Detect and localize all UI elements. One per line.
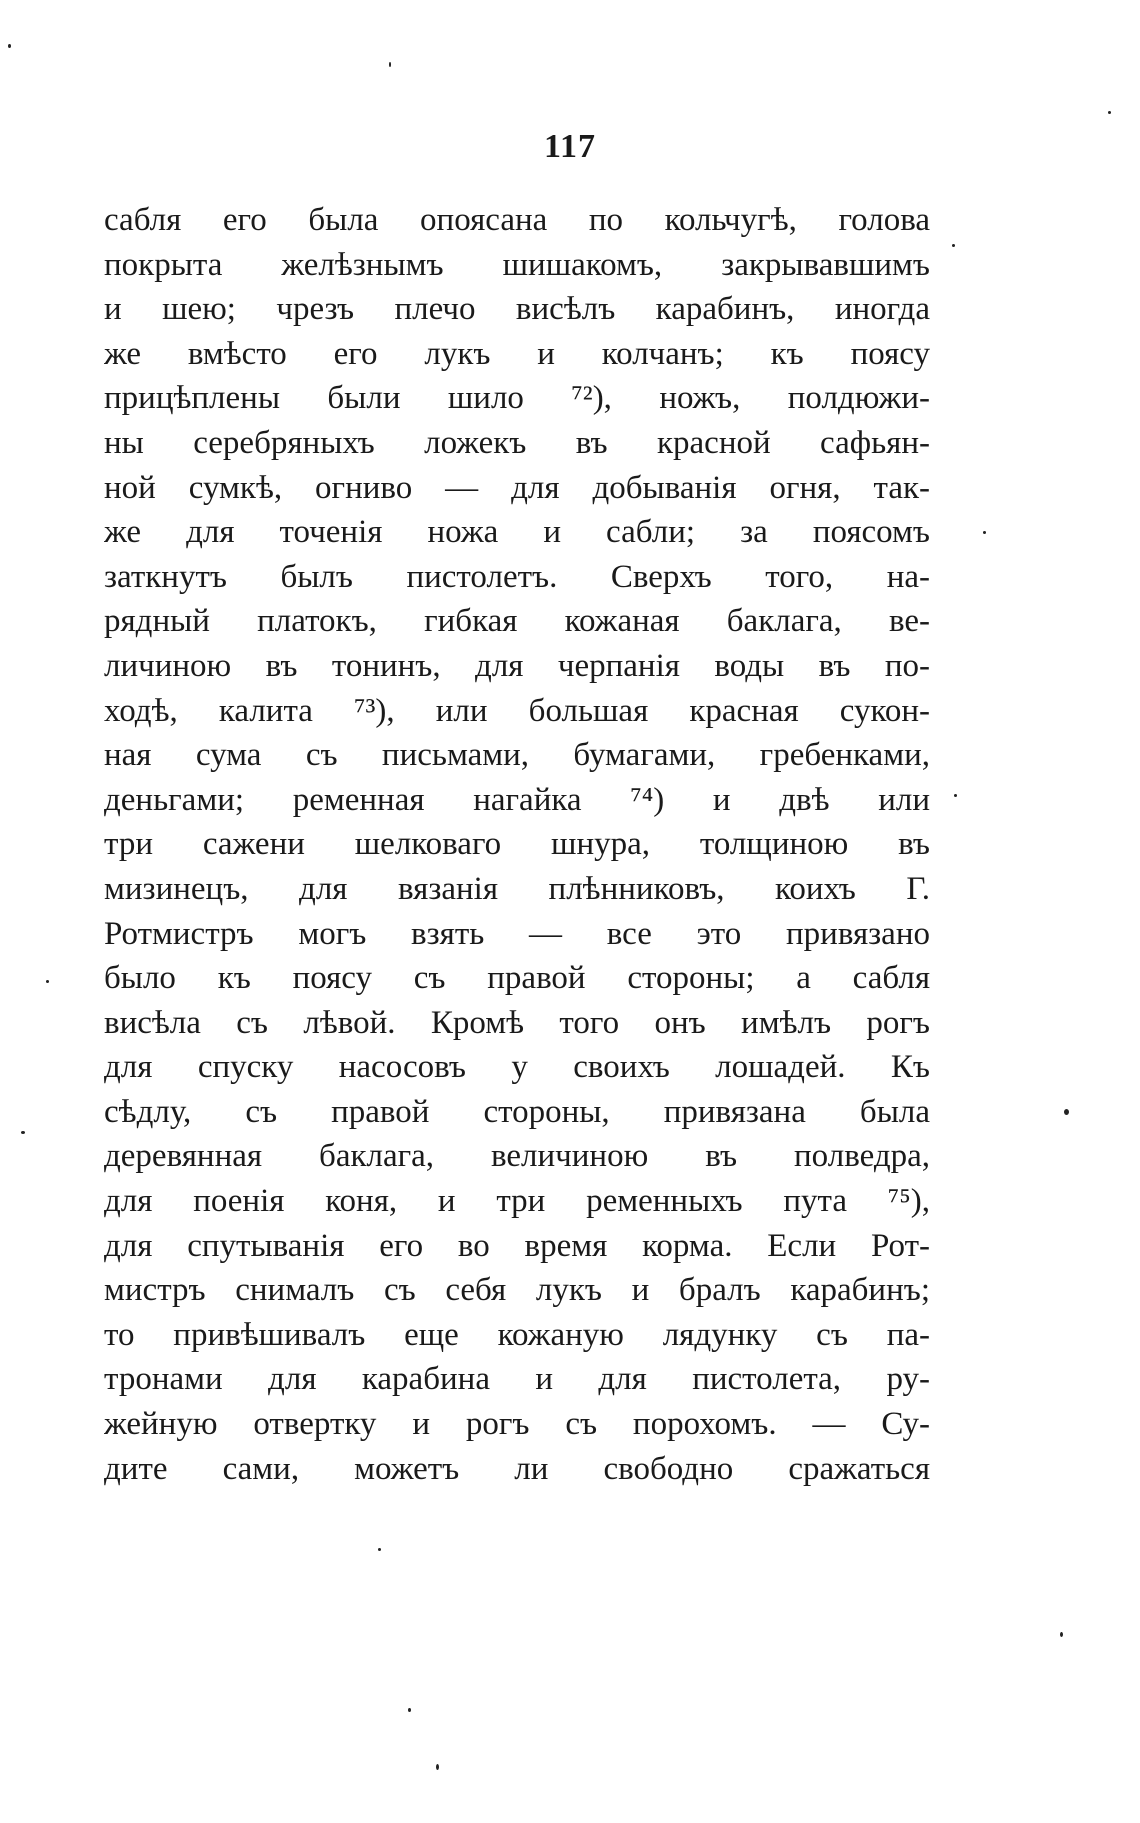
scan-speck <box>436 1764 439 1770</box>
text-line: сабля его была опоясана по кольчугѣ, голова <box>104 202 930 238</box>
text-line: деревянная баклага, величиною въ полведра, <box>104 1138 930 1175</box>
scan-speck <box>1108 111 1111 114</box>
text-line: сѣдлу, съ правой стороны, привязана была <box>104 1093 930 1130</box>
text-line: покрыта желѣзнымъ шишакомъ, закрывавшимъ <box>104 246 930 283</box>
text-line: заткнутъ былъ пистолетъ. Сверхъ того, на- <box>104 558 930 595</box>
scan-speck <box>8 44 11 48</box>
text-line: то привѣшивалъ еще кожаную лядунку съ па- <box>104 1316 930 1353</box>
text-line: мизинецъ, для вязанія плѣнниковъ, коихъ Г. <box>104 870 930 907</box>
text-line: рядный платокъ, гибкая кожаная баклага, ве- <box>104 603 930 640</box>
text-line: ны серебряныхъ ложекъ въ красной сафьян- <box>104 424 930 461</box>
text-line: прицѣплены были шило ⁷²), ножъ, полдюжи- <box>104 380 930 417</box>
text-line: тронами для карабина и для пистолета, ру- <box>104 1361 930 1398</box>
text-line: Ротмистръ могъ взять — все это привязано <box>104 915 930 952</box>
text-line: ной сумкѣ, огниво — для добыванія огня, так- <box>104 469 930 506</box>
page-number: 117 <box>543 128 597 165</box>
text-line: и шею; чрезъ плечо висѣлъ карабинъ, иногда <box>104 291 930 328</box>
text-line: ная сума съ письмами, бумагами, гребенками, <box>104 737 930 774</box>
text-line: же вмѣсто его лукъ и колчанъ; къ поясу <box>104 335 930 372</box>
text-line: же для точенія ножа и сабли; за поясомъ <box>104 514 930 551</box>
text-line: мистръ снималъ съ себя лукъ и бралъ карабинъ; <box>104 1272 930 1309</box>
scan-speck <box>1064 1109 1069 1115</box>
scan-speck <box>46 980 49 983</box>
scan-speck <box>983 531 986 534</box>
text-line: для поенія коня, и три ременныхъ пута ⁷⁵), <box>104 1183 930 1220</box>
scan-speck <box>954 794 957 797</box>
text-line: деньгами; ременная нагайка ⁷⁴) и двѣ или <box>104 781 930 818</box>
scan-speck <box>1060 1632 1063 1637</box>
text-line: три сажени шелковаго шнура, толщиною въ <box>104 826 930 863</box>
scan-speck <box>952 244 955 247</box>
text-line: дите сами, можетъ ли свободно сражаться <box>104 1450 930 1487</box>
scan-speck <box>389 62 391 67</box>
text-line: было къ поясу съ правой стороны; а сабля <box>104 960 930 997</box>
text-line: жейную отвертку и рогъ съ порохомъ. — Су- <box>104 1406 930 1443</box>
text-line: личиною въ тонинъ, для черпанія воды въ по- <box>104 647 930 684</box>
scan-speck <box>408 1708 411 1712</box>
text-line: для спутыванія его во время корма. Если Рот- <box>104 1227 930 1264</box>
text-line: для спуску насосовъ у своихъ лошадей. Къ <box>104 1049 930 1086</box>
text-line: висѣла съ лѣвой. Кромѣ того онъ имѣлъ рогъ <box>104 1004 930 1041</box>
text-line: ходѣ, калита ⁷³), или большая красная сукон- <box>104 692 930 729</box>
scan-speck <box>21 1131 25 1134</box>
scan-speck <box>378 1548 381 1551</box>
body-text <box>104 198 930 1491</box>
